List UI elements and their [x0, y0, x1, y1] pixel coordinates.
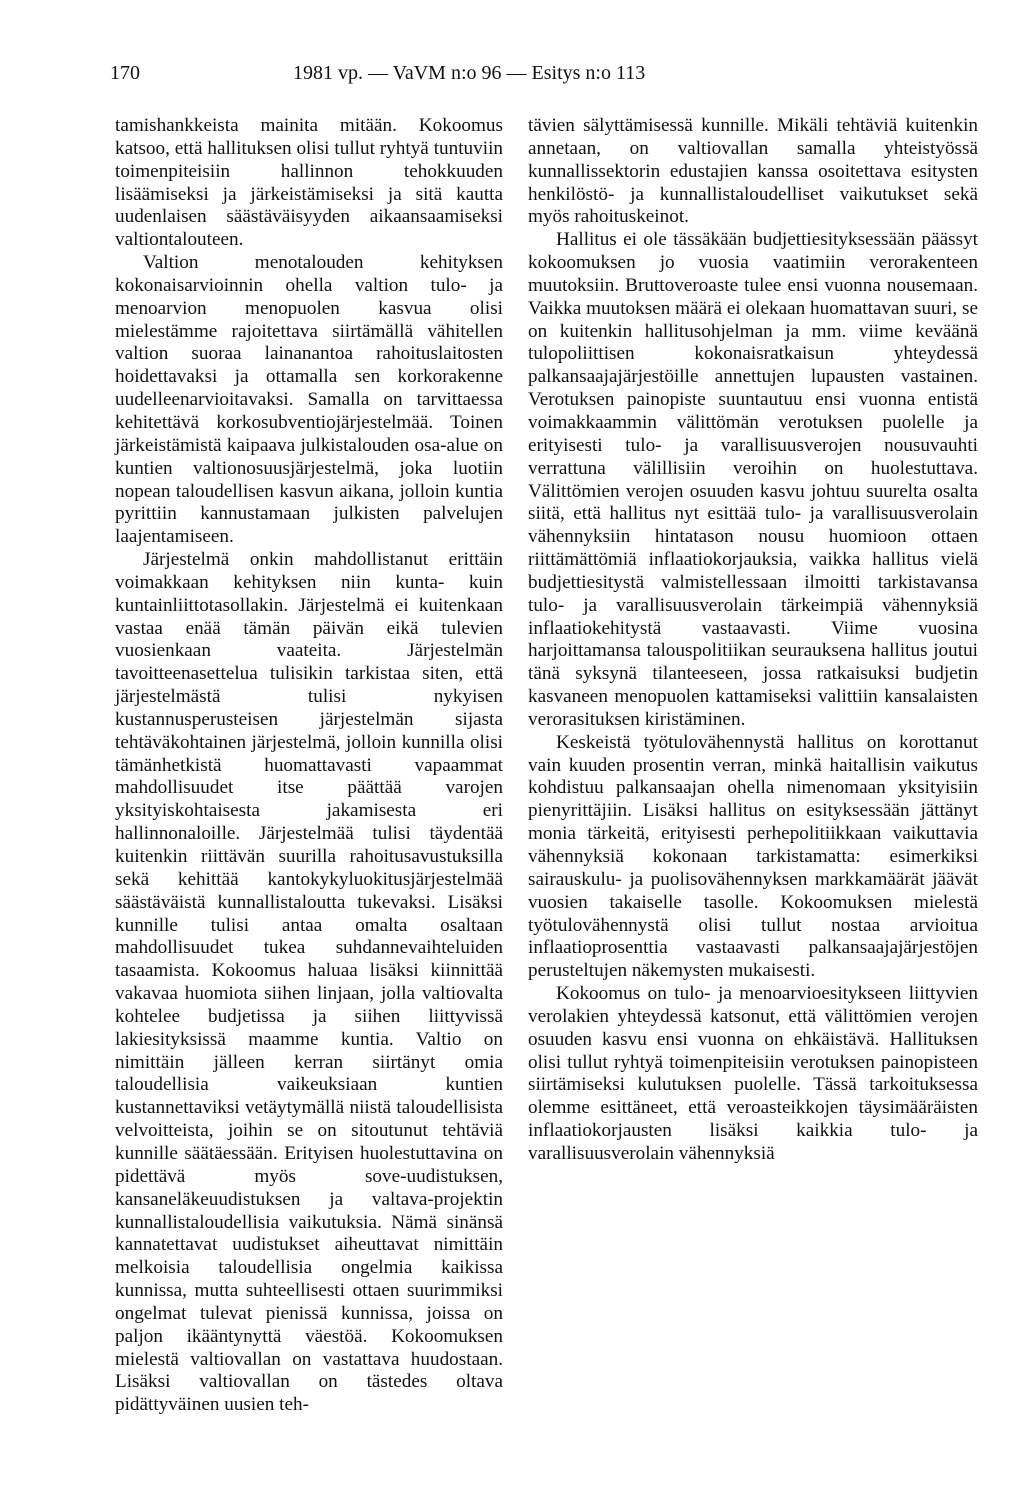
left-column — [115, 115, 503, 1417]
page-header — [110, 62, 980, 92]
right-column — [528, 115, 978, 1166]
page-number: 170 — [110, 62, 140, 84]
left-paragraph-2: Valtion menotalouden kehityksen kokonaisarvioinnin ohella valtion tulo- ja menoarvion menopuolen kasvua olisi mielestämme rajoitettava siirtämällä vähitellen valtion suoraa lainanantoa rahoituslaitosten hoidettavaksi ja ottamalla sen korkorakenne uudelleenarvioitavaksi. Samalla on tarvittaessa kehitettävä korkosubventiojärjestelmää. Toinen järkeistämistä kaipaava julkistalouden osa-alue on kuntien valtionosuusjärjestelmä, joka luotiin nopean taloudellisen kasvun aikana, jolloin kuntia pyrittiin kannustamaan julkisten palvelujen laajentamiseen. — [115, 252, 503, 548]
running-title: 1981 vp. — VaVM n:o 96 — Esitys n:o 113 — [293, 62, 646, 84]
right-paragraph-2: Hallitus ei ole tässäkään budjettiesityksessään päässyt kokoomuksen jo vuosia vaatimiin verorakenteen muutoksiin. Bruttoveroaste tulee ensi vuonna nousemaan. Vaikka muutoksen määrä ei olekaan huomattavan suuri, se on kuitenkin hallitusohjelman ja mm. viime keväänä tulopoliittisen kokonaisratkaisun yhteydessä palkansaajajärjestöille annettujen lupausten vastainen. Verotuksen painopiste suuntautuu ensi vuonna entistä voimakkaammin välittömän verotuksen puolelle ja erityisesti tulo- ja varallisuusverojen nousuvauhti verrattuna välillisiin veroihin on huolestuttava. Välittömien verojen osuuden kasvu johtuu suurelta osalta siitä, että hallitus nyt esittää tulo- ja varallisuusverolain vähennyksiin hintatason nousu huomioon ottaen riittämättömiä inflaatiokorjauksia, vaikka hallitus vielä budjettiesitystä valmistellessaan ilmoitti tarkistavansa tulo- ja varallisuusverolain tärkeimpiä vähennyksiä inflaatiokehitystä vastaavasti. Viime vuosina harjoittamansa talouspolitiikan seurauksena hallitus joutui tänä syksynä tilanteeseen, jossa ratkaisuksi budjetin kasvaneen menopuolen kattamiseksi valittiin kansalaisten verorasituksen kiristäminen. — [528, 229, 978, 730]
right-paragraph-3: Keskeistä työtulovähennystä hallitus on korottanut vain kuuden prosentin verran, minkä haitallisin vaikutus kohdistuu palkansaajan ohella nimenomaan yksityisiin pienyrittäjiin. Lisäksi hallitus on esityksessään jättänyt monia tärkeitä, erityisesti perhepolitiikkaan vaikuttavia vähennyksiä kokonaan tarkistamatta: esimerkiksi sairauskulu- ja puolisovähennyksen markkamäärät jäävät vuosien takaiselle tasolle. Kokoomuksen mielestä työtulovähennystä olisi tullut nostaa arvioitua inflaatioprosenttia vastaavasti palkansaajajärjestöjen perusteltujen näkemysten mukaisesti. — [528, 731, 978, 982]
right-paragraph-1: tävien sälyttämisessä kunnille. Mikäli tehtäviä kuitenkin annetaan, on valtiovallan samalla yhteistyössä kunnallissektorin edustajien kanssa osoitettava esitysten henkilöstö- ja kunnallistaloudelliset vaikutukset sekä myös rahoituskeinot. — [528, 115, 978, 228]
right-paragraph-4: Kokoomus on tulo- ja menoarvioesitykseen liittyvien verolakien yhteydessä katsonut, että välittömien verojen osuuden kasvu ensi vuonna on ehkäistävä. Hallituksen olisi tullut ryhtyä toimenpiteisiin verotuksen painopisteen siirtämiseksi kulutuksen puolelle. Tässä tarkoituksessa olemme esittäneet, että veroasteikkojen täysimääräisten inflaatiokorjausten lisäksi kaikkia tulo- ja varallisuusverolain vähennyksiä — [528, 983, 978, 1164]
left-paragraph-1: tamishankkeista mainita mitään. Kokoomus katsoo, että hallituksen olisi tullut ryhtyä tuntuviin toimenpiteisiin hallinnon tehokkuuden lisäämiseksi ja järkeistämiseksi ja sitä kautta uudenlaisen säästäväisyyden aikaansaamiseksi valtiontalouteen. — [115, 115, 503, 251]
left-paragraph-3: Järjestelmä onkin mahdollistanut erittäin voimakkaan kehityksen niin kunta- kuin kuntainliittotasollakin. Järjestelmä ei kuitenkaan vastaa enää tämän päivän eikä tulevien vuosienkaan vaateita. Järjestelmän tavoitteenasettelua tulisikin tarkistaa siten, että järjestelmästä tulisi nykyisen kustannusperusteisen järjestelmän sijasta tehtäväkohtainen järjestelmä, jolloin kunnilla olisi tämänhetkistä huomattavasti vapaammat mahdollisuudet itse päättää varojen yksityiskohtaisesta jakamisesta eri hallinnonaloille. Järjestelmää tulisi täydentää kuitenkin riittävän suurilla rahoitusavustuksilla sekä kehittää kantokykyluokitusjärjestelmää säästäväistä kunnallistaloutta tukevaksi. Lisäksi kunnille tulisi antaa omalta osaltaan mahdollisuudet tukea suhdannevaihteluiden tasaamista. Kokoomus haluaa lisäksi kiinnittää vakavaa huomiota siihen linjaan, jolla valtiovalta kohtelee budjetissa ja siihen liittyvissä lakiesityksissä maamme kuntia. Valtio on nimittäin jälleen kerran siirtänyt omia taloudellisia vaikeuksiaan kuntien kustannettaviksi vetäytymällä niistä taloudellisista velvoitteista, joihin se on sitoutunut tehtäviä kunnille säätäessään. Erityisen huolestuttavina on pidettävä myös sove-uudistuksen, kansaneläkeuudistuksen ja valtava-projektin kunnallistaloudellisia vaikutuksia. Nämä sinänsä kannatettavat uudistukset aiheuttavat nimittäin melkoisia taloudellisia ongelmia kaikissa kunnissa, mutta suhteellisesti ottaen suurimmiksi ongelmat tulevat pienissä kunnissa, joissa on paljon ikääntynyttä väestöä. Kokoomuksen mielestä valtiovallan on vastattava huudostaan. Lisäksi valtiovallan on tästedes oltava pidättyväinen uusien teh- — [115, 549, 503, 1416]
